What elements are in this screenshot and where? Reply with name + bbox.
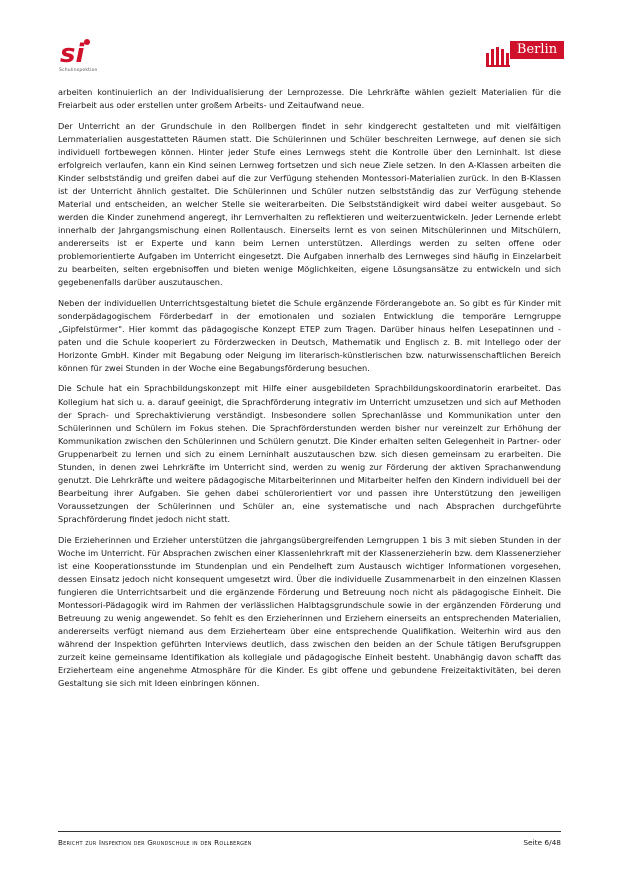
berlin-logo <box>486 41 564 67</box>
report-body <box>58 86 561 698</box>
paragraph-individualisierung: arbeiten kontinuierlich an der Individualisierung der Lernprozesse. Die Lehrkräfte wählen gezielt Materialien für die Freiarbeit aus oder erstellen unter großem Arbeits- und Zeitaufwand neue. <box>58 87 561 111</box>
paragraph-erzieher: Die Erzieherinnen und Erzieher unterstützen die jahrgangsübergreifenden Lerngruppen 1 bis 3 mit sieben Stunden in der Woche im Unterricht. Für Absprachen zwischen einer Klassenlehrkraft mit der Klassenerzieherin bzw. dem Klassenerzieher ist eine Kooperationsstunde im Stundenplan und ein Pendelheft zum Austausch wichtiger Informationen vorgesehen, dessen Einsatz jedoch nicht konsequent umgesetzt wird. Über die individuelle Zusammenarbeit in den einzelnen Klassen fungieren die Unterrichtsarbeit und die ergänzende Förderung und Betreuung noch nicht als pädagogische Einheit. Die Montessori-Pädagogik wird im Rahmen der verlässlichen Halbtagsgrundschule sowie in der ergänzenden Förderung und Betreuung zu wenig angewendet. So fehlt es den Erzieherinnen und Erziehern einerseits an entsprechenden Materialien, andererseits verfügt niemand aus dem Erzieherteam über eine entsprechende Qualifikation. Weiterhin wird aus den während der Inspektion geführten Interviews deutlich, dass zwischen den beiden an der Schule tätigen Berufsgruppen zurzeit keine gemeinsame Identifikation als kollegiale und pädagogische Einheit besteht. Unabhängig davon schafft das Erzieherteam eine angenehme Atmosphäre für die Kinder. Es gibt offene und gebundene Freizeitaktivitäten, bei deren Gestaltung sie sich mit Ideen einbringen können. <box>58 534 561 689</box>
berlin-bear-gate-icon <box>486 47 510 67</box>
paragraph-foerderangebote: Neben der individuellen Unterrichtsgestaltung bietet die Schule ergänzende Förderangebote an. So gibt es für Kinder mit sonderpädagogischem Förderbedarf in der emotionalen und sozialen Entwicklung die temporäre Lerngruppe „Gipfelstürmer". Hier kommt das pädagogische Konzept ETEP zum Tragen. Darüber hinaus helfen Lesepatinnen und -paten und die Schule kooperiert zu Förderzwecken in Deutsch, Mathematik und Englisch z. B. mit Intellego oder der Horizonte GmbH. Kinder mit Begabung oder Neigung im literarisch-künstlerischen bzw. naturwissenschaftlichen Bereich können für zwei Stunden in der Woche eine Begabungsförderung besuchen. <box>58 297 561 373</box>
page-number: Seite 6/48 <box>523 838 561 847</box>
footer-divider <box>58 831 561 832</box>
berlin-wordmark: Berlin <box>510 41 564 59</box>
logo-caption: Schulinspektion <box>59 68 98 73</box>
svg-text:si: si <box>60 39 85 67</box>
footer-report-title: Bericht zur Inspektion der Grundschule in den Rollbergen <box>58 838 252 847</box>
paragraph-unterricht: Der Unterricht an der Grundschule in den Rollbergen findet in sehr kindgerecht gestalteten und mit vielfältigen Lernmaterialien ausgestatteten Räumen statt. Die Schülerinnen und Schüler beschreiten Lernwege, auf denen sie sich individuell fortbewegen können. Hinter jeder Stufe eines Lernwegs steht die Kontrolle über den Lerninhalt. Ist diese erfolgreich verlaufen, kann ein Kind seinen Lernweg fortsetzen und sich neue Ziele setzen. In den A-Klassen arbeiten die Kinder selbstständig und greifen dabei auf die zur Verfügung stehenden Montessori-Materialien zurück. In den B-Klassen ist der Unterricht ähnlich gestaltet. Die Schülerinnen und Schüler nutzen selbstständig das zur Verfügung stehende Material und entscheiden, an welcher Stelle sie weiterarbeiten. Die Selbstständigkeit wird dabei weiter ausgebaut. So werden die Kinder zunehmend angeregt, ihr Lernverhalten zu reflektieren und weiterzuentwickeln. Jeder Lernende erlebt innerhalb der Jahrgangsmischung einen Rollentausch. Einerseits lernt es von seinen Mitschülerinnen und Mitschülern, andererseits ist er Experte und kann beim Lernen unterstützen. Allerdings werden zu selten offene oder problemorientierte Aufgaben im Unterricht eingesetzt. Die Aufgaben innerhalb des Lernweges sind häufig in Einzelarbeit zu bearbeiten, selten ergebnisoffen und bieten wenige Möglichkeiten, eigene Lösungsansätze zu entwickeln und sich gegebenenfalls darüber auszutauschen. <box>58 120 561 288</box>
paragraph-sprachbildung: Die Schule hat ein Sprachbildungskonzept mit Hilfe einer ausgebildeten Sprachbildungskoordinatorin erarbeitet. Das Kollegium hat sich u. a. darauf geeinigt, die Sprachförderung integrativ im Unterricht umzusetzen und sich auf Methoden der Sprach- und Sprechaktivierung verständigt. Insbesondere sollen Sprechanlässe und Kommunikation unter den Schülerinnen und Schülern im Fokus stehen. Die Sprachförderstunden werden bisher nur vereinzelt zur Erhöhung der Kommunikation zwischen den Schülerinnen und Schülern genutzt. Die Kinder erhalten selten Gelegenheit in Partner- oder Gruppenarbeit zu lernen und sich zu einem Lerninhalt auszutauschen bzw. sich diesen gemeinsam zu erarbeiten. Die Stunden, in denen zwei Lehrkräfte im Unterricht sind, werden zu wenig zur Förderung der aktiven Sprachanwendung genutzt. Die Lehrkräfte und weitere pädagogische Mitarbeiterinnen und Mitarbeiter helfen den Kindern individuell bei der Bearbeitung ihrer Aufgaben. Sie gehen dabei schülerorientiert vor und passen ihre Unterstützung den jeweiligen Voraussetzungen der Schülerinnen und Schüler an, eine systematische und nach Absprachen durchgeführte Sprachförderung findet jedoch nicht statt. <box>58 383 561 524</box>
